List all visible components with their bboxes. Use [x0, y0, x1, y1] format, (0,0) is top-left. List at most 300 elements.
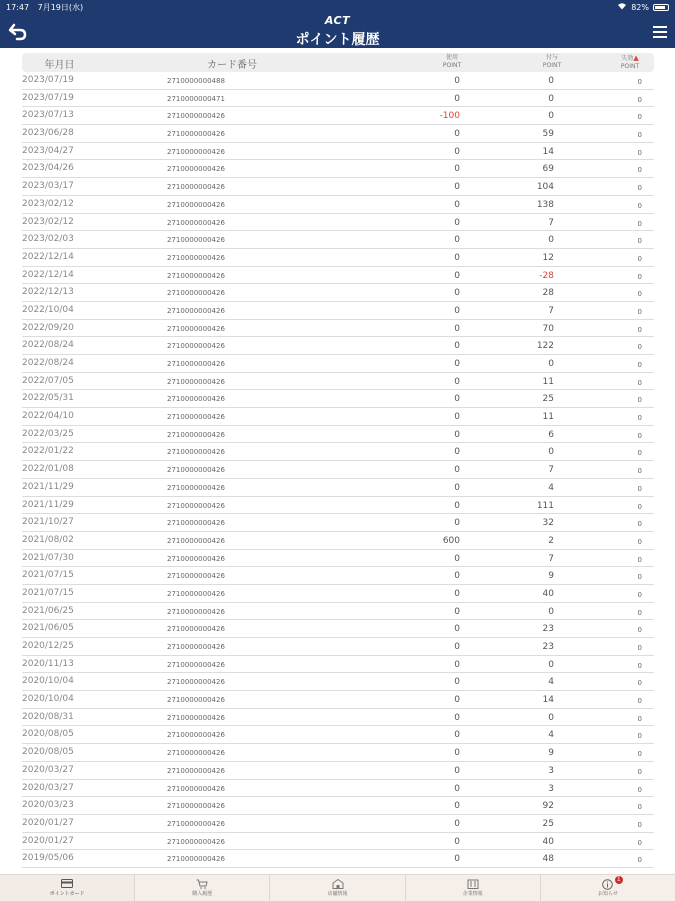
- row-card-number: 2710000000426: [167, 731, 225, 740]
- row-used-points: 0: [454, 730, 460, 741]
- row-used-points: 0: [454, 305, 460, 316]
- row-lost-points: 0: [637, 838, 642, 847]
- row-date: 2020/03/27: [22, 764, 74, 775]
- battery-fill: [655, 6, 665, 9]
- row-card-number: 2710000000426: [167, 678, 225, 687]
- col-header-used-top: 使用: [445, 54, 458, 61]
- table-row: [22, 196, 654, 214]
- row-used-points: 0: [454, 447, 460, 458]
- col-header-lost: [610, 54, 650, 71]
- row-used-points: 0: [454, 712, 460, 723]
- row-lost-points: 0: [637, 520, 642, 529]
- table-row: [22, 125, 654, 143]
- row-card-number: 2710000000426: [167, 766, 225, 775]
- row-card-number: 2710000000426: [167, 183, 225, 192]
- row-card-number: 2710000000426: [167, 377, 225, 386]
- row-lost-points: 0: [637, 803, 642, 812]
- table-row: [22, 726, 654, 744]
- row-used-points: 0: [454, 571, 460, 582]
- row-date: 2023/04/26: [22, 163, 74, 174]
- row-given-points: 4: [548, 677, 554, 688]
- row-date: 2021/06/25: [22, 605, 74, 616]
- row-given-points: 122: [536, 341, 554, 352]
- row-lost-points: 0: [637, 184, 642, 193]
- status-right: [617, 2, 669, 12]
- row-lost-points: 0: [637, 732, 642, 741]
- row-lost-points: 0: [637, 856, 642, 865]
- col-header-lost-label: 失効: [621, 55, 634, 62]
- row-date: 2021/11/29: [22, 499, 74, 510]
- row-used-points: 0: [454, 412, 460, 423]
- row-date: 2020/08/05: [22, 729, 74, 740]
- row-given-points: 0: [548, 76, 554, 86]
- row-given-points: 12: [542, 252, 554, 263]
- row-date: 2020/11/13: [22, 658, 74, 669]
- row-used-points: 0: [454, 659, 460, 670]
- row-used-points: 0: [454, 252, 460, 263]
- row-given-points: 40: [542, 836, 554, 847]
- table-row: [22, 479, 654, 497]
- row-used-points: 0: [454, 518, 460, 529]
- row-given-points: 25: [542, 394, 554, 405]
- nav-bar: [0, 14, 675, 48]
- menu-line: [653, 36, 667, 38]
- row-given-points: 14: [542, 695, 554, 706]
- table-row: [22, 780, 654, 798]
- row-given-points: 2: [548, 535, 554, 546]
- row-date: 2023/02/03: [22, 234, 74, 245]
- row-card-number: 2710000000426: [167, 519, 225, 528]
- row-given-points: 92: [542, 801, 554, 812]
- battery-percent: 82%: [631, 2, 649, 12]
- row-lost-points: 0: [637, 750, 642, 759]
- tab-bar: [0, 874, 675, 901]
- row-date: 2023/02/12: [22, 198, 74, 209]
- row-date: 2022/01/08: [22, 464, 74, 475]
- battery-icon: [653, 4, 669, 11]
- row-card-number: 2710000000426: [167, 802, 225, 811]
- row-used-points: 0: [454, 182, 460, 193]
- points-table: [22, 53, 654, 868]
- store-icon: [332, 879, 344, 889]
- row-given-points: 70: [542, 323, 554, 334]
- row-given-points: 9: [548, 571, 554, 582]
- tab-label: 購入履歴: [192, 891, 213, 897]
- row-date: 2022/10/04: [22, 304, 74, 315]
- status-left: [6, 2, 83, 13]
- row-card-number: 2710000000426: [167, 554, 225, 563]
- row-date: 2021/07/30: [22, 552, 74, 563]
- row-used-points: 0: [454, 500, 460, 511]
- row-given-points: 0: [548, 359, 554, 369]
- row-date: 2023/02/12: [22, 216, 74, 227]
- row-card-number: 2710000000426: [167, 130, 225, 139]
- table-row: [22, 833, 654, 851]
- row-card-number: 2710000000426: [167, 696, 225, 705]
- row-used-points: 0: [454, 146, 460, 157]
- row-used-points: -100: [439, 111, 460, 122]
- row-card-number: 2710000000426: [167, 607, 225, 616]
- row-date: 2021/07/15: [22, 570, 74, 581]
- row-date: 2020/03/23: [22, 800, 74, 811]
- row-card-number: 2710000000426: [167, 360, 225, 368]
- row-given-points: 7: [548, 217, 554, 228]
- row-used-points: 0: [454, 429, 460, 440]
- table-row: [22, 550, 654, 568]
- row-given-points: 48: [542, 854, 554, 865]
- row-used-points: 0: [454, 836, 460, 847]
- table-row: [22, 585, 654, 603]
- row-card-number: 2710000000471: [167, 94, 225, 103]
- col-header-given: [522, 54, 582, 70]
- row-card-number: 2710000000426: [167, 448, 225, 457]
- row-date: 2020/08/05: [22, 747, 74, 758]
- row-used-points: 0: [454, 359, 460, 369]
- row-used-points: 0: [454, 553, 460, 564]
- row-lost-points: 0: [637, 608, 642, 617]
- row-lost-points: 0: [637, 644, 642, 652]
- table-row: [22, 638, 654, 656]
- row-lost-points: 0: [637, 254, 642, 263]
- row-date: 2021/07/15: [22, 587, 74, 598]
- row-lost-points: 0: [637, 378, 642, 387]
- row-lost-points: 0: [637, 148, 642, 157]
- row-card-number: 2710000000426: [167, 200, 225, 209]
- col-header-date: 年月日: [44, 60, 75, 71]
- row-given-points: 7: [548, 553, 554, 564]
- row-date: 2022/08/24: [22, 358, 74, 368]
- row-given-points: -28: [539, 270, 554, 281]
- col-header-lost-top: [610, 54, 650, 63]
- row-lost-points: 0: [637, 307, 642, 316]
- tab-label: お知らせ: [597, 891, 618, 897]
- table-row: [22, 249, 654, 267]
- col-header-lost-bottom: POINT: [620, 63, 640, 70]
- row-given-points: 6: [548, 429, 554, 440]
- row-used-points: 0: [454, 588, 460, 599]
- tab-label: 店舗情報: [327, 891, 348, 897]
- row-used-points: 0: [454, 288, 460, 299]
- col-header-given-top: 付与: [545, 54, 558, 61]
- row-date: 2022/04/10: [22, 411, 74, 422]
- table-row: [22, 744, 654, 762]
- table-row: [22, 443, 654, 461]
- row-date: 2020/01/27: [22, 817, 74, 828]
- col-header-given-bottom: POINT: [542, 62, 562, 69]
- row-lost-points: 0: [637, 537, 642, 546]
- row-used-points: 0: [454, 465, 460, 476]
- row-used-points: 0: [454, 642, 460, 652]
- row-used-points: 0: [454, 394, 460, 405]
- row-card-number: 2710000000426: [167, 165, 225, 174]
- row-used-points: 0: [454, 235, 460, 246]
- row-date: 2020/01/27: [22, 835, 74, 846]
- tab-label: ポイントカード: [49, 891, 85, 897]
- row-date: 2023/07/19: [22, 75, 74, 85]
- row-date: 2022/01/22: [22, 446, 74, 457]
- table-row: [22, 461, 654, 479]
- row-lost-points: 0: [637, 361, 642, 369]
- row-lost-points: 0: [637, 414, 642, 423]
- table-row: [22, 567, 654, 585]
- cart-icon: [196, 879, 208, 889]
- table-row: [22, 532, 654, 550]
- row-given-points: 23: [542, 624, 554, 635]
- row-lost-points: 0: [637, 325, 642, 334]
- notification-badge: 1: [615, 876, 623, 884]
- row-card-number: 2710000000426: [167, 253, 225, 262]
- table-row: [22, 355, 654, 373]
- row-date: 2021/08/02: [22, 534, 74, 545]
- status-date: 7月19日(水): [37, 2, 84, 12]
- row-used-points: 0: [454, 748, 460, 759]
- table-header: [22, 53, 654, 72]
- row-date: 2020/10/04: [22, 694, 74, 705]
- table-row: [22, 850, 654, 868]
- row-lost-points: 0: [637, 201, 642, 210]
- row-card-number: 2710000000426: [167, 236, 225, 245]
- menu-line: [653, 26, 667, 28]
- tab-store[interactable]: [270, 875, 405, 901]
- info-icon: [602, 879, 614, 889]
- row-used-points: 0: [454, 341, 460, 352]
- row-date: 2023/07/19: [22, 92, 74, 103]
- table-row: [22, 497, 654, 515]
- table-row: [22, 762, 654, 780]
- row-used-points: 0: [454, 376, 460, 387]
- row-card-number: 2710000000426: [167, 713, 225, 722]
- row-date: 2019/05/06: [22, 853, 74, 864]
- row-date: 2022/07/05: [22, 375, 74, 386]
- row-card-number: 2710000000426: [167, 342, 225, 351]
- row-lost-points: 0: [637, 78, 642, 86]
- row-given-points: 4: [548, 730, 554, 741]
- row-given-points: 32: [542, 518, 554, 529]
- row-date: 2022/08/24: [22, 340, 74, 351]
- row-lost-points: 0: [637, 697, 642, 706]
- row-given-points: 9: [548, 748, 554, 759]
- row-card-number: 2710000000426: [167, 112, 225, 121]
- col-header-used: [427, 54, 477, 70]
- row-date: 2022/05/31: [22, 393, 74, 404]
- row-used-points: 0: [454, 199, 460, 210]
- table-row: [22, 337, 654, 355]
- table-row: [22, 284, 654, 302]
- row-date: 2022/03/25: [22, 428, 74, 439]
- row-given-points: 28: [542, 288, 554, 299]
- row-card-number: 2710000000426: [167, 395, 225, 404]
- table-row: [22, 390, 654, 408]
- card-icon: [61, 879, 73, 889]
- row-card-number: 2710000000426: [167, 218, 225, 227]
- row-card-number: 2710000000426: [167, 147, 225, 156]
- building-icon: [467, 879, 479, 889]
- row-lost-points: 0: [637, 484, 642, 493]
- row-date: 2020/08/31: [22, 711, 74, 722]
- table-row: [22, 656, 654, 674]
- tab-info[interactable]: [541, 875, 675, 901]
- row-used-points: 0: [454, 801, 460, 812]
- row-used-points: 0: [454, 164, 460, 175]
- row-card-number: 2710000000426: [167, 749, 225, 758]
- row-used-points: 0: [454, 270, 460, 281]
- row-given-points: 111: [536, 500, 554, 511]
- row-lost-points: 0: [637, 467, 642, 476]
- table-row: [22, 603, 654, 621]
- row-lost-points: 0: [637, 626, 642, 635]
- row-card-number: 2710000000426: [167, 660, 225, 669]
- row-card-number: 2710000000426: [167, 784, 225, 793]
- row-lost-points: 0: [637, 590, 642, 599]
- table-row: [22, 160, 654, 178]
- row-card-number: 2710000000488: [167, 77, 225, 85]
- row-lost-points: 0: [637, 131, 642, 140]
- row-lost-points: 0: [637, 573, 642, 582]
- row-given-points: 40: [542, 588, 554, 599]
- row-given-points: 23: [542, 642, 554, 652]
- table-row: [22, 620, 654, 638]
- row-card-number: 2710000000426: [167, 501, 225, 510]
- table-row: [22, 231, 654, 249]
- table-row: [22, 267, 654, 285]
- row-lost-points: 0: [637, 237, 642, 246]
- row-used-points: 0: [454, 606, 460, 617]
- row-used-points: 0: [454, 129, 460, 140]
- row-given-points: 7: [548, 465, 554, 476]
- row-given-points: 11: [542, 412, 554, 423]
- row-date: 2021/11/29: [22, 481, 74, 492]
- row-lost-points: 0: [637, 714, 642, 723]
- row-lost-points: 0: [637, 502, 642, 511]
- tab-label: 企業情報: [462, 891, 483, 897]
- row-date: 2023/07/13: [22, 110, 74, 121]
- page-title: ポイント履歴: [295, 32, 380, 48]
- row-used-points: 0: [454, 677, 460, 688]
- row-lost-points: 0: [637, 555, 642, 564]
- row-lost-points: 0: [637, 113, 642, 122]
- row-card-number: 2710000000426: [167, 271, 225, 280]
- row-date: 2022/12/14: [22, 269, 74, 280]
- row-given-points: 104: [536, 182, 554, 193]
- row-lost-points: 0: [637, 166, 642, 175]
- row-date: 2020/03/27: [22, 782, 74, 793]
- menu-button[interactable]: [653, 26, 667, 38]
- row-used-points: 0: [454, 217, 460, 228]
- row-used-points: 0: [454, 765, 460, 776]
- row-lost-points: 0: [637, 679, 642, 688]
- row-given-points: 3: [548, 783, 554, 794]
- row-lost-points: 0: [637, 272, 642, 281]
- row-card-number: 2710000000426: [167, 483, 225, 492]
- row-date: 2022/09/20: [22, 322, 74, 333]
- row-date: 2021/10/27: [22, 517, 74, 528]
- row-card-number: 2710000000426: [167, 306, 225, 315]
- table-row: [22, 90, 654, 108]
- row-lost-points: 0: [637, 431, 642, 440]
- row-given-points: 25: [542, 818, 554, 829]
- menu-line: [653, 31, 667, 33]
- row-lost-points: 0: [637, 95, 642, 104]
- table-row: [22, 815, 654, 833]
- row-date: 2022/12/14: [22, 251, 74, 262]
- row-card-number: 2710000000426: [167, 572, 225, 581]
- row-given-points: 0: [548, 606, 554, 617]
- row-given-points: 0: [548, 712, 554, 723]
- row-card-number: 2710000000426: [167, 536, 225, 545]
- table-row: [22, 408, 654, 426]
- row-date: 2021/06/05: [22, 623, 74, 634]
- app-logo: ACT: [324, 14, 351, 27]
- row-used-points: 0: [454, 76, 460, 86]
- wifi-icon: [617, 2, 627, 12]
- row-lost-points: 0: [637, 785, 642, 794]
- status-bar: [0, 0, 675, 14]
- row-card-number: 2710000000426: [167, 837, 225, 846]
- table-row: [22, 178, 654, 196]
- table-row: [22, 320, 654, 338]
- row-date: 2022/12/13: [22, 287, 74, 298]
- table-row: [22, 214, 654, 232]
- table-row: [22, 143, 654, 161]
- row-used-points: 0: [454, 695, 460, 706]
- table-row: [22, 302, 654, 320]
- table-row: [22, 72, 654, 90]
- row-used-points: 0: [454, 482, 460, 493]
- table-row: [22, 691, 654, 709]
- row-lost-points: 0: [637, 343, 642, 352]
- status-time: 17:47: [6, 2, 30, 12]
- row-given-points: 59: [542, 129, 554, 140]
- row-card-number: 2710000000426: [167, 466, 225, 475]
- row-card-number: 2710000000426: [167, 430, 225, 439]
- table-body: [22, 72, 654, 868]
- row-lost-points: 0: [637, 449, 642, 458]
- tab-cart[interactable]: [135, 875, 270, 901]
- row-lost-points: 0: [637, 661, 642, 670]
- row-used-points: 0: [454, 818, 460, 829]
- table-row: [22, 514, 654, 532]
- row-lost-points: 0: [637, 820, 642, 829]
- row-used-points: 0: [454, 93, 460, 104]
- row-lost-points: 0: [637, 219, 642, 228]
- row-date: 2023/04/27: [22, 145, 74, 156]
- table-row: [22, 426, 654, 444]
- table-row: [22, 797, 654, 815]
- tab-card[interactable]: [0, 875, 135, 901]
- table-row: [22, 373, 654, 391]
- tab-building[interactable]: [406, 875, 541, 901]
- row-used-points: 0: [454, 854, 460, 865]
- row-used-points: 0: [454, 323, 460, 334]
- row-given-points: 7: [548, 305, 554, 316]
- row-date: 2023/06/28: [22, 128, 74, 139]
- row-card-number: 2710000000426: [167, 819, 225, 828]
- table-row: [22, 673, 654, 691]
- col-header-used-bottom: POINT: [442, 62, 462, 69]
- row-card-number: 2710000000426: [167, 625, 225, 634]
- row-given-points: 0: [548, 111, 554, 122]
- row-given-points: 3: [548, 765, 554, 776]
- row-given-points: 11: [542, 376, 554, 387]
- row-given-points: 0: [548, 235, 554, 246]
- row-given-points: 4: [548, 482, 554, 493]
- row-card-number: 2710000000426: [167, 289, 225, 298]
- col-header-card: カード番号: [207, 60, 257, 71]
- row-given-points: 0: [548, 447, 554, 458]
- row-given-points: 14: [542, 146, 554, 157]
- row-card-number: 2710000000426: [167, 324, 225, 333]
- row-used-points: 600: [442, 535, 460, 546]
